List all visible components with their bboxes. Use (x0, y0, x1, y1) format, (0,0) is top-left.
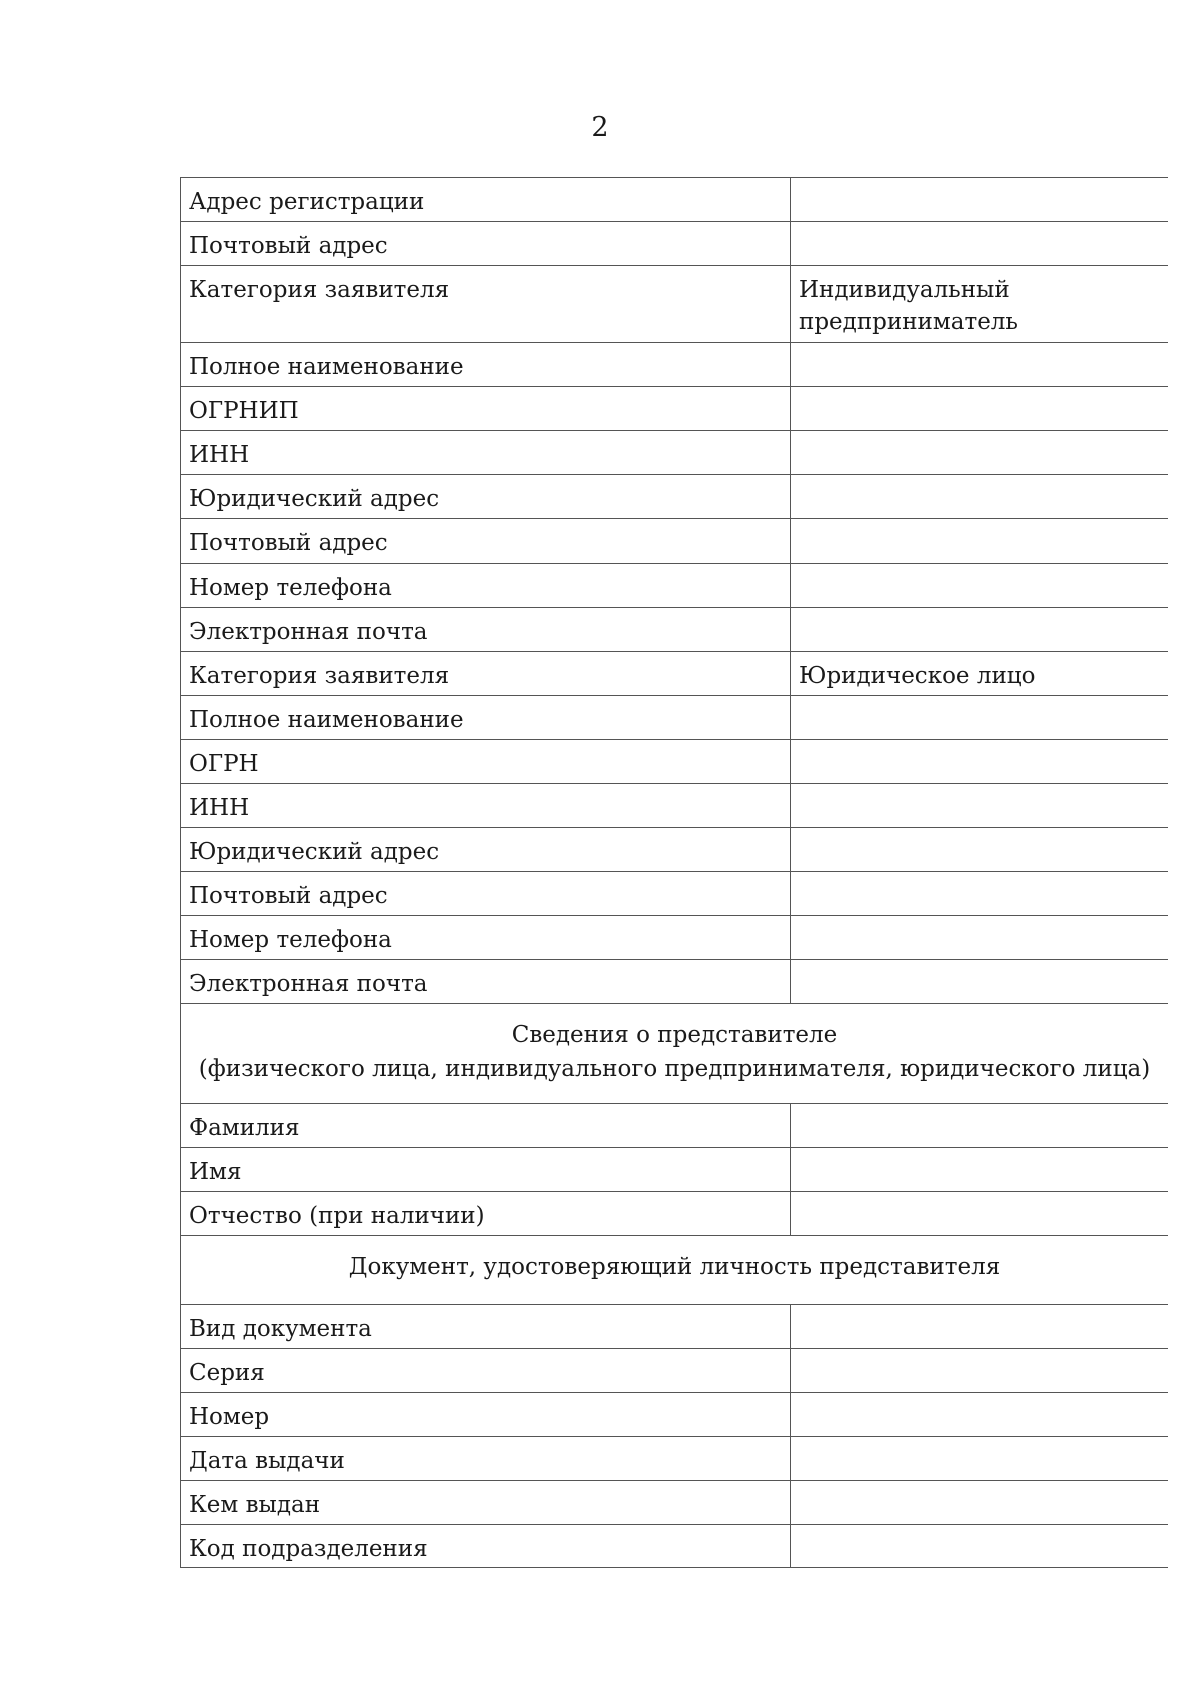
table-row (180, 1103, 1168, 1147)
table-row (180, 1304, 1168, 1348)
table-row (180, 607, 1168, 651)
field-value[interactable] (791, 519, 1168, 563)
field-value[interactable] (791, 564, 1168, 607)
field-value[interactable] (791, 696, 1168, 739)
field-value[interactable] (791, 784, 1168, 827)
field-value[interactable] (791, 1525, 1168, 1567)
field-label: Вид документа (181, 1305, 791, 1348)
table-row (180, 474, 1168, 518)
table-row (180, 1436, 1168, 1480)
table-row (180, 1191, 1168, 1235)
table-row (180, 221, 1168, 265)
field-label: ОГРНИП (181, 387, 791, 430)
table-row-category-ip (180, 265, 1168, 342)
field-label: Адрес регистрации (181, 178, 791, 221)
field-value[interactable] (791, 960, 1168, 1003)
field-value[interactable] (791, 1481, 1168, 1524)
table-row (180, 1392, 1168, 1436)
field-value[interactable] (791, 222, 1168, 265)
field-value[interactable] (791, 1192, 1168, 1235)
field-value[interactable] (791, 1393, 1168, 1436)
field-label: Почтовый адрес (181, 222, 791, 265)
table-row (180, 739, 1168, 783)
field-label: Номер телефона (181, 916, 791, 959)
field-value[interactable] (791, 828, 1168, 871)
field-value[interactable] (791, 1104, 1168, 1147)
field-value[interactable] (791, 431, 1168, 474)
table-row (180, 1524, 1168, 1568)
field-label: Дата выдачи (181, 1437, 791, 1480)
field-value[interactable] (791, 387, 1168, 430)
field-label: Почтовый адрес (181, 519, 791, 563)
section-title: Документ, удостоверяющий личность представителя (348, 1254, 1001, 1280)
field-value[interactable] (791, 916, 1168, 959)
category-value (791, 266, 1168, 342)
table-row (180, 518, 1168, 563)
field-label: Юридический адрес (181, 828, 791, 871)
field-label: Юридический адрес (181, 475, 791, 518)
section-subtitle: (физического лица, индивидуального предпринимателя, юридического лица) (198, 1056, 1151, 1082)
field-label: Полное наименование (181, 696, 791, 739)
field-label: ИНН (181, 784, 791, 827)
table-row (180, 827, 1168, 871)
field-label: Электронная почта (181, 960, 791, 1003)
table-row (180, 959, 1168, 1003)
field-label: Номер (181, 1393, 791, 1436)
category-value-line: предприниматель (799, 309, 1018, 335)
field-value[interactable] (791, 475, 1168, 518)
page-number: 2 (591, 112, 609, 143)
table-row (180, 386, 1168, 430)
field-label: Кем выдан (181, 1481, 791, 1524)
table-row (180, 563, 1168, 607)
table-row (180, 783, 1168, 827)
table-row (180, 430, 1168, 474)
field-value[interactable] (791, 1349, 1168, 1392)
table-row (180, 177, 1168, 221)
document-section-header (180, 1235, 1168, 1304)
category-value: Юридическое лицо (799, 663, 1036, 689)
field-value[interactable] (791, 178, 1168, 221)
field-label: ИНН (181, 431, 791, 474)
field-label: ОГРН (181, 740, 791, 783)
field-value[interactable] (791, 343, 1168, 386)
field-label: Номер телефона (181, 564, 791, 607)
field-label: Категория заявителя (181, 266, 791, 342)
application-form-table (180, 177, 1168, 1568)
table-row (180, 695, 1168, 739)
field-value[interactable] (791, 872, 1168, 915)
field-value[interactable] (791, 608, 1168, 651)
field-label: Полное наименование (181, 343, 791, 386)
field-value[interactable] (791, 740, 1168, 783)
table-row (180, 342, 1168, 386)
table-row (180, 1480, 1168, 1524)
field-value[interactable] (791, 1437, 1168, 1480)
table-row (180, 871, 1168, 915)
field-label: Код подразделения (181, 1525, 791, 1567)
table-row (180, 915, 1168, 959)
field-value[interactable] (791, 1305, 1168, 1348)
field-label: Отчество (при наличии) (181, 1192, 791, 1235)
table-row (180, 1348, 1168, 1392)
field-value[interactable] (791, 1148, 1168, 1191)
section-title: Сведения о представителе (511, 1022, 838, 1048)
category-value-line: Индивидуальный (799, 277, 1010, 303)
representative-section-header (180, 1003, 1168, 1103)
field-label: Серия (181, 1349, 791, 1392)
field-label: Электронная почта (181, 608, 791, 651)
field-label: Имя (181, 1148, 791, 1191)
field-label: Почтовый адрес (181, 872, 791, 915)
table-row (180, 1147, 1168, 1191)
table-row-category-legal (180, 651, 1168, 695)
field-label: Категория заявителя (181, 652, 791, 695)
field-label: Фамилия (181, 1104, 791, 1147)
